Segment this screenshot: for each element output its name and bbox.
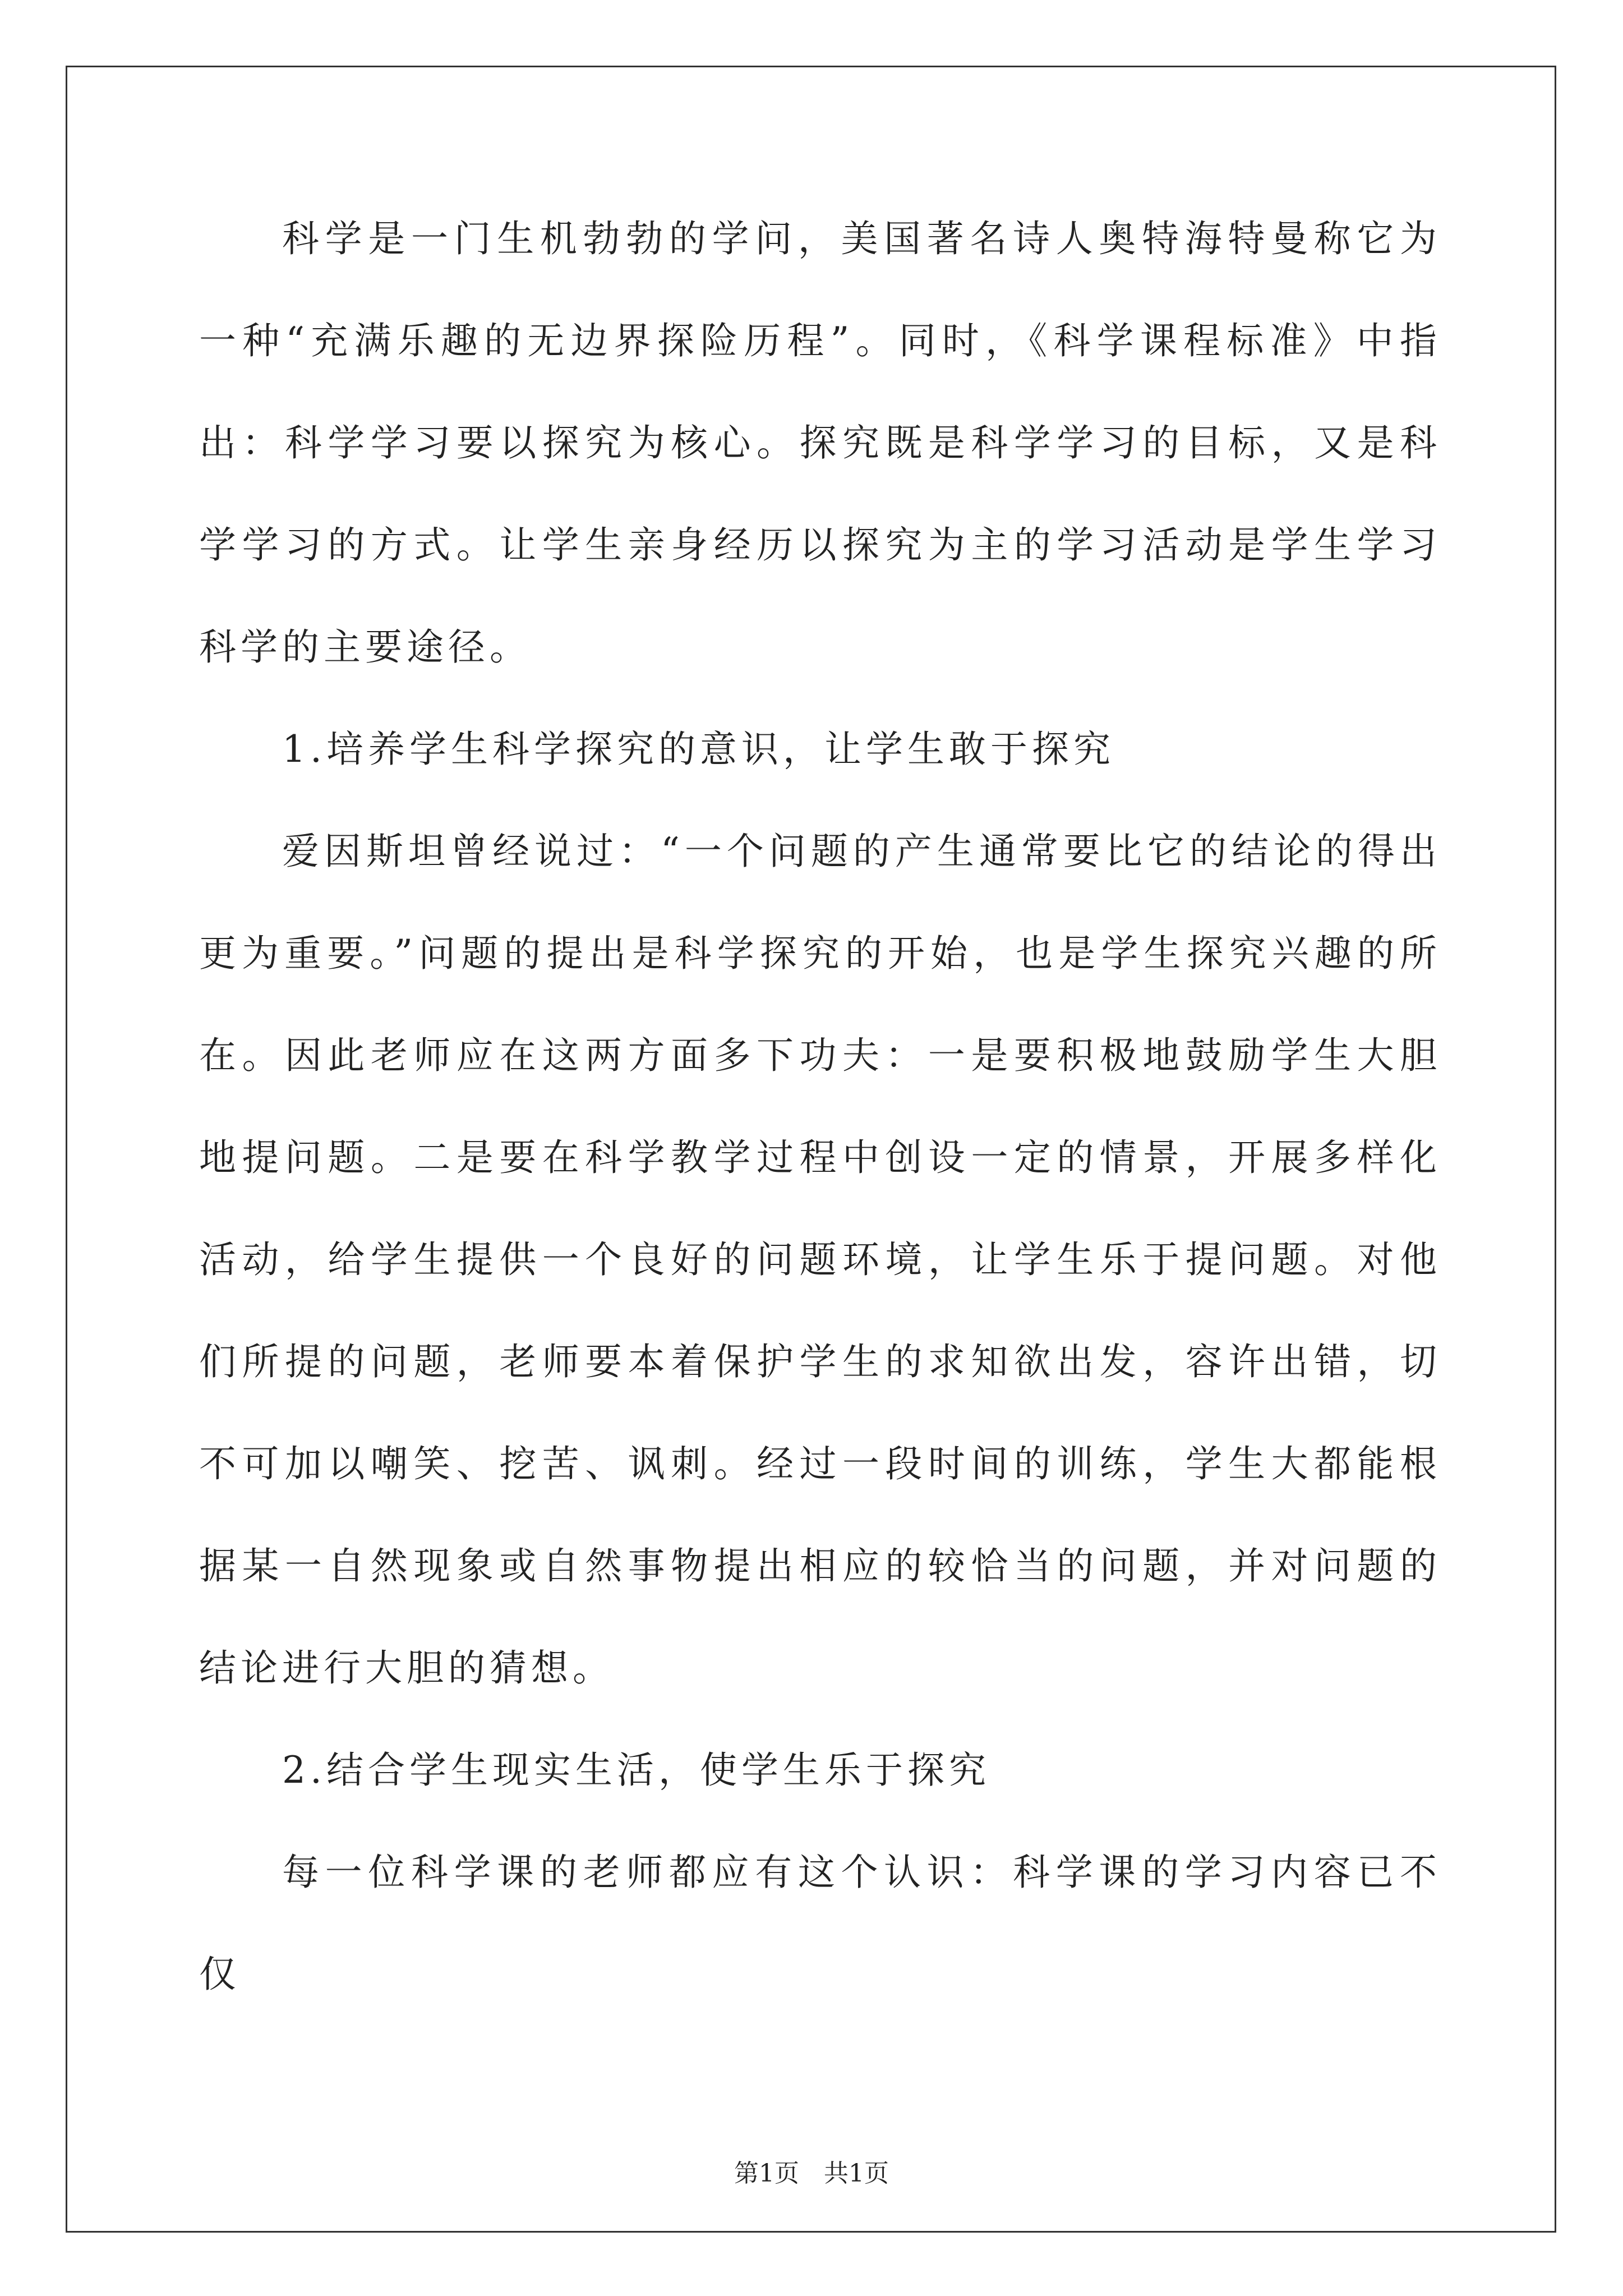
document-body (199, 188, 1441, 2026)
paragraph-section-2: 每一位科学课的老师都应有这个认识：科学课的学习内容已不仅 (199, 1851, 1441, 1996)
paragraph-section-1: 爱因斯坦曾经说过：“一个问题的产生通常要比它的结论的得出更为重要。”问题的提出是科学探究的开始，也是学生探究兴趣的所在。因此老师应在这两方面多下功夫：一是要积极地鼓励学生大胆地提问题。二是要在科学教学过程中创设一定的情景，开展多样化活动，给学生提供一个良好的问题环境，让学生乐于提问题。对他们所提的问题，老师要本着保护学生的求知欲出发，容许出错，切不可加以嘲笑、挖苦、讽刺。经过一段时间的训练，学生大都能根据某一自然现象或自然事物提出相应的较恰当的问题，并对问题的结论进行大胆的猜想。 (199, 830, 1441, 1690)
section-heading-1: 1.培养学生科学探究的意识，让学生敢于探究 (282, 728, 1115, 771)
paragraph-intro: 科学是一门生机勃勃的学问，美国著名诗人奥特海特曼称它为一种“充满乐趣的无边界探险历程”。同时，《科学课程标准》中指出：科学学习要以探究为核心。探究既是科学学习的目标，又是科学学习的方式。让学生亲身经历以探究为主的学习活动是学生学习科学的主要途径。 (199, 217, 1441, 669)
section-heading-2: 2.结合学生现实生活，使学生乐于探究 (282, 1749, 990, 1792)
page-footer: 第1页 共1页 (734, 2159, 889, 2188)
